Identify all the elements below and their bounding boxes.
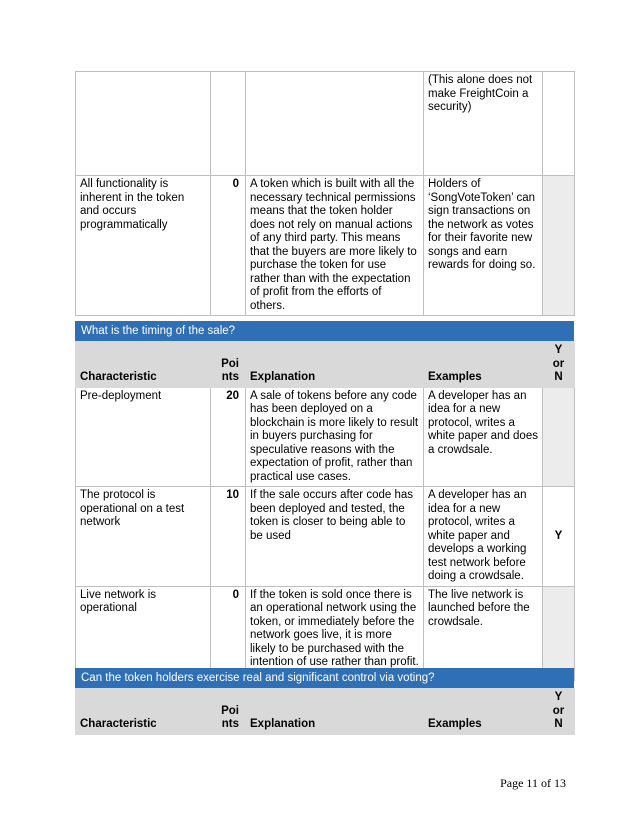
table-row: [76, 586, 575, 680]
explanation-cell: A sale of tokens before any code has been deployed on a blockchain is more likely to result in buyers purchasing for speculative reasons with the expectation of profit, rather than practical use cases.: [246, 387, 424, 487]
explanation-cell: A token which is built with all the necessary technical permissions means that the token holder does not rely on manual actions of any third party. This means that the buyers are more likely to purchase the token for use rather than with the expectation of profit from the efforts of others.: [246, 176, 424, 316]
yn-cell[interactable]: [543, 176, 575, 316]
explanation-cell: If the sale occurs after code has been deployed and tested, the token is closer to being able to be used: [246, 487, 424, 587]
table-header-row: [76, 342, 575, 388]
table-header-row: [76, 689, 575, 735]
table-continuation: [75, 71, 574, 316]
header-yn-text: Y or N: [552, 691, 565, 730]
yn-cell[interactable]: [543, 586, 575, 680]
table-row: [76, 176, 575, 316]
table-row: [76, 72, 575, 176]
header-points-text: Poi nts: [221, 704, 239, 730]
timing-of-sale-table: [75, 321, 574, 681]
header-examples: Examples: [424, 689, 543, 735]
yn-cell[interactable]: [543, 72, 575, 176]
header-yn-text: Y or N: [552, 344, 565, 383]
header-yn: [543, 689, 575, 735]
table-row: [76, 387, 575, 487]
table-row: [76, 487, 575, 587]
voting-control-table: [75, 668, 574, 735]
header-points: [211, 342, 246, 388]
header-explanation: Explanation: [246, 689, 424, 735]
header-yn: [543, 342, 575, 388]
points-cell: 0: [211, 586, 246, 680]
examples-cell: A developer has an idea for a new protocol, writes a white paper and does a crowdsale.: [424, 387, 543, 487]
characteristic-cell: Live network is operational: [76, 586, 211, 680]
characteristic-cell: All functionality is inherent in the token and occurs programmatically: [76, 176, 211, 316]
points-cell: 0: [211, 176, 246, 316]
examples-cell: The live network is launched before the crowdsale.: [424, 586, 543, 680]
examples-cell: (This alone does not make FreightCoin a security): [424, 72, 543, 176]
examples-cell: Holders of ‘SongVoteToken’ can sign transactions on the network as votes for their favorite new songs and earn rewards for doing so.: [424, 176, 543, 316]
section-title: What is the timing of the sale?: [75, 321, 574, 341]
header-points: [211, 689, 246, 735]
yn-cell[interactable]: [543, 387, 575, 487]
page-number: Page 11 of 13: [500, 776, 566, 790]
characteristic-cell: Pre-deployment: [76, 387, 211, 487]
points-cell: [211, 72, 246, 176]
header-explanation: Explanation: [246, 342, 424, 388]
explanation-cell: [246, 72, 424, 176]
header-points-text: Poi nts: [221, 357, 239, 383]
yn-cell[interactable]: Y: [543, 487, 575, 587]
characteristic-cell: The protocol is operational on a test network: [76, 487, 211, 587]
explanation-cell: If the token is sold once there is an operational network using the token, or immediately before the network goes live, it is more likely to be purchased with the intention of use rather than profit.: [246, 586, 424, 680]
points-cell: 20: [211, 387, 246, 487]
header-characteristic: Characteristic: [76, 342, 211, 388]
examples-cell: A developer has an idea for a new protocol, writes a white paper and develops a working test network before doing a crowdsale.: [424, 487, 543, 587]
section-title: Can the token holders exercise real and significant control via voting?: [75, 668, 574, 688]
header-characteristic: Characteristic: [76, 689, 211, 735]
characteristic-cell: [76, 72, 211, 176]
points-cell: 10: [211, 487, 246, 587]
header-examples: Examples: [424, 342, 543, 388]
